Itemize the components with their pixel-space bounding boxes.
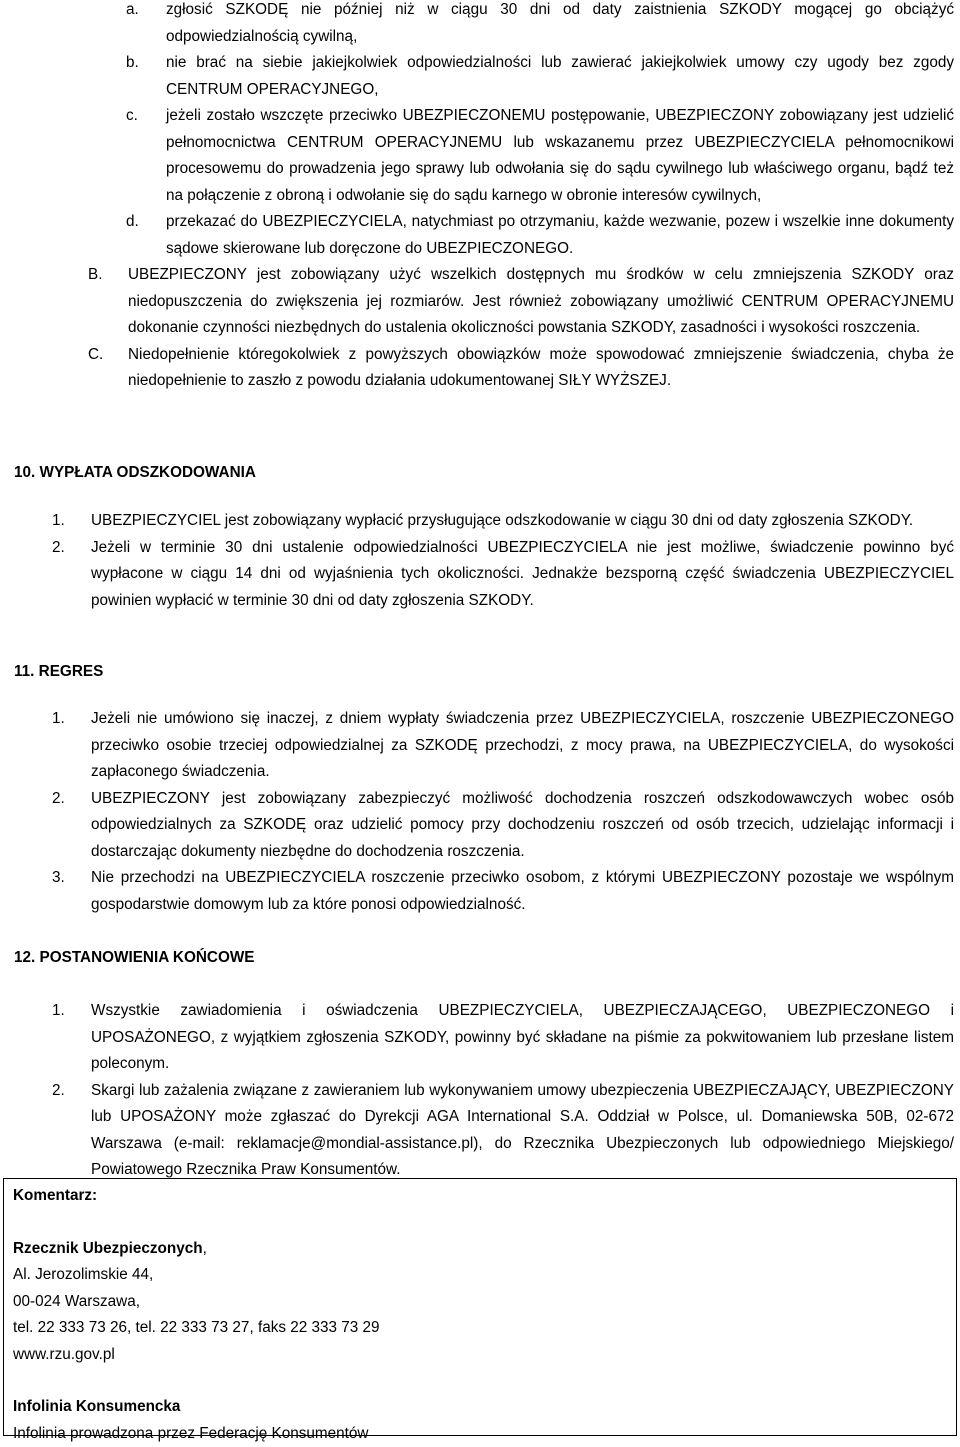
- list-text: Jeżeli nie umówiono się inaczej, z dniem wypłaty świadczenia przez UBEZPIECZYCIELA, roszczenie UBEZPIECZONEGO przeciwko osobie trzeciej odpowiedzialnej za SZKODĘ przechodzi, z mocy prawa, na UBEZPIECZYCIELA, do wysokości zapłaconego świadczenia.: [91, 706, 954, 786]
- list-item-2: [52, 786, 954, 866]
- section-12-list: [0, 998, 960, 1184]
- section-11-list: [0, 706, 960, 918]
- list-item-1: [52, 508, 954, 535]
- list-marker: 1.: [52, 508, 65, 535]
- rzecznik-line: [13, 1236, 947, 1263]
- list-text: nie brać na siebie jakiejkolwiek odpowiedzialności lub zawierać jakiejkolwiek umowy czy ugody bez zgody CENTRUM OPERACYJNEGO,: [166, 50, 954, 103]
- list-marker: B.: [88, 262, 102, 289]
- section-heading-11: 11. REGRES: [14, 659, 103, 686]
- list-text: UBEZPIECZONY jest zobowiązany użyć wszelkich dostępnych mu środków w celu zmniejszenia SZKODY oraz niedopuszczenia do zwiększenia jej rozmiarów. Jest również zobowiązany umożliwić CENTRUM OPERACYJNEMU dokonanie czynności niezbędnych do ustalenia okoliczności powstania SZKODY, zasadności i wysokości roszczenia.: [128, 262, 954, 342]
- list-marker: 1.: [52, 706, 65, 733]
- infolinia-title: Infolinia Konsumencka: [13, 1394, 947, 1421]
- list-item-c: [126, 103, 954, 209]
- list-marker: 2.: [52, 535, 65, 562]
- list-marker: 2.: [52, 1078, 65, 1105]
- list-item-B: [88, 262, 954, 342]
- section-heading-10: 10. WYPŁATA ODSZKODOWANIA: [14, 460, 256, 487]
- list-text: Nie przechodzi na UBEZPIECZYCIELA roszczenie przeciwko osobom, z którymi UBEZPIECZONY pozostaje we wspólnym gospodarstwie domowym lub za które ponosi odpowiedzialność.: [91, 865, 954, 918]
- list-item-1: [52, 706, 954, 786]
- comment-box: [3, 1178, 957, 1436]
- comment-label: Komentarz:: [13, 1183, 947, 1210]
- list-item-1: [52, 998, 954, 1078]
- phone-numbers: tel. 22 333 73 26, tel. 22 333 73 27, faks 22 333 73 29: [13, 1315, 947, 1342]
- list-text: przekazać do UBEZPIECZYCIELA, natychmiast po otrzymaniu, każde wezwanie, pozew i wszelkie inne dokumenty sądowe skierowane lub doręczone do UBEZPIECZONEGO.: [166, 209, 954, 262]
- list-item-a: [126, 0, 954, 50]
- website-link[interactable]: www.rzu.gov.pl: [13, 1342, 947, 1369]
- section-heading-12: 12. POSTANOWIENIA KOŃCOWE: [14, 945, 255, 972]
- list-text: Skargi lub zażalenia związane z zawieraniem lub wykonywaniem umowy ubezpieczenia UBEZPIECZAJĄCY, UBEZPIECZONY lub UPOSAŻONY może zgłaszać do Dyrekcji AGA International S.A. Oddział w Polsce, ul. Domaniewska 50B, 02-672 Warszawa (e-mail: reklamacje@mondial-assistance.pl), do Rzecznika Ubezpieczonych lub odpowiedniego Miejskiego/ Powiatowego Rzecznika Praw Konsumentów.: [91, 1078, 954, 1184]
- address-street: Al. Jerozolimskie 44,: [13, 1262, 947, 1289]
- list-text: Niedopełnienie któregokolwiek z powyższych obowiązków może spowodować zmniejszenie świadczenia, chyba że niedopełnienie to zaszło z powodu działania udokumentowanej SIŁY WYŻSZEJ.: [128, 342, 954, 395]
- rzecznik-comma: ,: [203, 1240, 207, 1257]
- list-marker: 3.: [52, 865, 65, 892]
- list-item-C: [88, 342, 954, 395]
- list-marker: a.: [126, 0, 139, 24]
- list-item-3: [52, 865, 954, 918]
- list-text: UBEZPIECZONY jest zobowiązany zabezpieczyć możliwość dochodzenia roszczeń odszkodowawczych wobec osób odpowiedzialnych za SZKODĘ oraz udzielić pomocy przy dochodzeniu roszczeń od osób trzecich, udzielając informacji i dostarczając dokumenty niezbędne do dochodzenia roszczenia.: [91, 786, 954, 866]
- list-text: UBEZPIECZYCIEL jest zobowiązany wypłacić przysługujące odszkodowanie w ciągu 30 dni od daty zgłoszenia SZKODY.: [91, 508, 954, 535]
- section-10-list: [0, 508, 960, 614]
- list-marker: d.: [126, 209, 139, 236]
- list-text: zgłosić SZKODĘ nie później niż w ciągu 30 dni od daty zaistnienia SZKODY mogącej go obciążyć odpowiedzialnością cywilną,: [166, 0, 954, 50]
- list-marker: C.: [88, 342, 103, 369]
- list-marker: b.: [126, 50, 139, 77]
- list-item-2: [52, 1078, 954, 1184]
- list-text: jeżeli zostało wszczęte przeciwko UBEZPIECZONEMU postępowanie, UBEZPIECZONY zobowiązany jest udzielić pełnomocnictwa CENTRUM OPERACYJNEMU lub wskazanemu przez UBEZPIECZYCIELA pełnomocnikowi procesowemu do prowadzenia jego sprawy lub odwołania się do sądu cywilnego lub właściwego organu, bądź też na połączenie z obroną i odwołanie się do sądu karnego w obronie interesów cywilnych,: [166, 103, 954, 209]
- infolinia-description: Infolinia prowadzona przez Federację Konsumentów: [13, 1421, 947, 1447]
- list-marker: 2.: [52, 786, 65, 813]
- list-text: Jeżeli w terminie 30 dni ustalenie odpowiedzialności UBEZPIECZYCIELA nie jest możliwe, świadczenie powinno być wypłacone w ciągu 14 dni od wyjaśnienia tych okoliczności. Jednakże bezsporną część świadczenia UBEZPIECZYCIEL powinien wypłacić w terminie 30 dni od daty zgłoszenia SZKODY.: [91, 535, 954, 615]
- list-item-2: [52, 535, 954, 615]
- obligations-list: [0, 0, 960, 395]
- list-item-d: [126, 209, 954, 262]
- address-city: 00-024 Warszawa,: [13, 1289, 947, 1316]
- rzecznik-name: Rzecznik Ubezpieczonych: [13, 1240, 203, 1257]
- list-item-b: [126, 50, 954, 103]
- list-marker: 1.: [52, 998, 65, 1025]
- list-marker: c.: [126, 103, 138, 130]
- list-text: Wszystkie zawiadomienia i oświadczenia UBEZPIECZYCIELA, UBEZPIECZAJĄCEGO, UBEZPIECZONEGO i UPOSAŻONEGO, z wyjątkiem zgłoszenia SZKODY, powinny być składane na piśmie za pokwitowaniem lub przesłane listem poleconym.: [91, 998, 954, 1078]
